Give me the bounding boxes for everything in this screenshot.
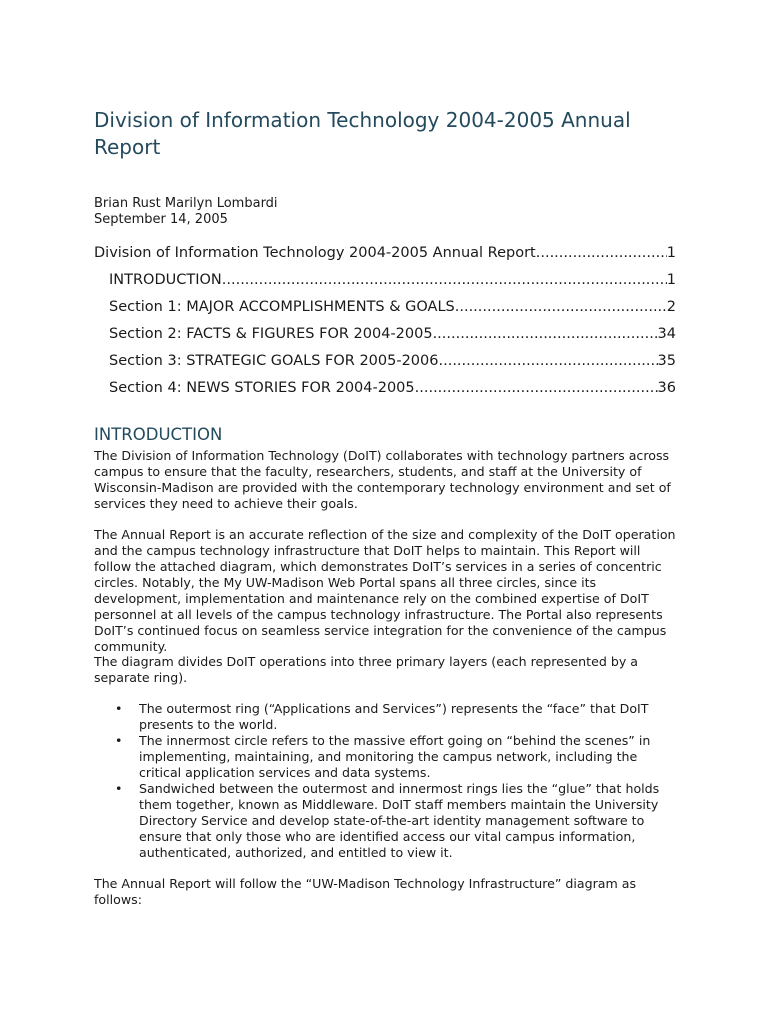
toc-page-number: 1	[666, 245, 676, 261]
toc-leader	[455, 296, 667, 318]
authors: Brian Rust Marilyn Lombardi	[94, 196, 278, 211]
intro-paragraph: The Division of Information Technology (DoIT) collaborates with technology partners across campus to ensure that the faculty, researchers, students, and staff at the University of Wisconsin-Madison are provided with the contemporary technology environment and set of services they need to achieve their goals.	[94, 448, 671, 511]
toc-entry-label: Division of Information Technology 2004-2005 Annual Report	[94, 245, 536, 261]
toc-leader	[433, 323, 658, 345]
toc-entry-label: Section 2: FACTS & FIGURES FOR 2004-2005	[109, 326, 433, 342]
intro-paragraph: The diagram divides DoIT operations into three primary layers (each represented by a separate ring).	[94, 654, 639, 685]
table-of-contents	[94, 242, 676, 404]
bullet-icon: •	[115, 781, 123, 796]
list-item-text: Sandwiched between the outermost and innermost rings lies the “glue” that holds them together, known as Middleware. DoIT staff members maintain the University Directory Service and develop state-of-the-art identity management software to ensure that only those who are identified access our vital campus information, authenticated, authorized, and entitled to view it.	[139, 781, 660, 860]
toc-entry[interactable]	[94, 323, 676, 350]
section-heading-introduction: INTRODUCTION	[94, 425, 223, 444]
toc-page-number: 35	[657, 353, 676, 369]
list-item	[94, 701, 678, 733]
toc-entry[interactable]	[94, 242, 676, 269]
bullet-icon: •	[115, 701, 123, 716]
toc-entry-label: Section 3: STRATEGIC GOALS FOR 2005-2006	[109, 353, 439, 369]
toc-entry-label: Section 1: MAJOR ACCOMPLISHMENTS & GOALS	[109, 299, 455, 315]
intro-paragraph: The Annual Report is an accurate reflection of the size and complexity of the DoIT operation and the campus technology infrastructure that DoIT helps to maintain. This Report will follow the attached diagram, which demonstrates DoIT’s services in a series of concentric circles. Notably, the My UW-Madison Web Portal spans all three circles, since its development, implementation and maintenance rely on the combined expertise of DoIT personnel at all levels of the campus technology infrastructure. The Portal also represents DoIT’s continued focus on seamless service integration for the convenience of the campus community.	[94, 527, 676, 654]
toc-page-number: 36	[657, 380, 676, 396]
toc-leader	[439, 350, 658, 372]
toc-entry[interactable]	[94, 296, 676, 323]
toc-entry[interactable]	[94, 377, 676, 404]
toc-leader	[222, 269, 667, 291]
list-item	[94, 733, 678, 781]
list-item	[94, 781, 678, 861]
toc-page-number: 34	[657, 326, 676, 342]
toc-entry-label: Section 4: NEWS STORIES FOR 2004-2005	[109, 380, 415, 396]
document-title: Division of Information Technology 2004-2005 Annual Report	[94, 108, 631, 159]
toc-entry[interactable]	[94, 350, 676, 377]
intro-paragraph: The Annual Report will follow the “UW-Madison Technology Infrastructure” diagram as follows:	[94, 876, 637, 907]
author-block	[94, 196, 278, 228]
toc-leader	[536, 242, 667, 264]
toc-entry-label: INTRODUCTION	[109, 272, 222, 288]
bullet-icon: •	[115, 733, 123, 748]
toc-entry[interactable]	[94, 269, 676, 296]
list-item-text: The innermost circle refers to the massive effort going on “behind the scenes” in implementing, maintaining, and monitoring the campus network, including the critical application services and data systems.	[139, 733, 651, 780]
layer-bullet-list	[94, 701, 678, 861]
toc-page-number: 1	[666, 272, 676, 288]
document-date: September 14, 2005	[94, 212, 228, 227]
toc-leader	[415, 377, 658, 399]
toc-page-number: 2	[666, 299, 676, 315]
list-item-text: The outermost ring (“Applications and Services”) represents the “face” that DoIT presents to the world.	[139, 701, 649, 732]
